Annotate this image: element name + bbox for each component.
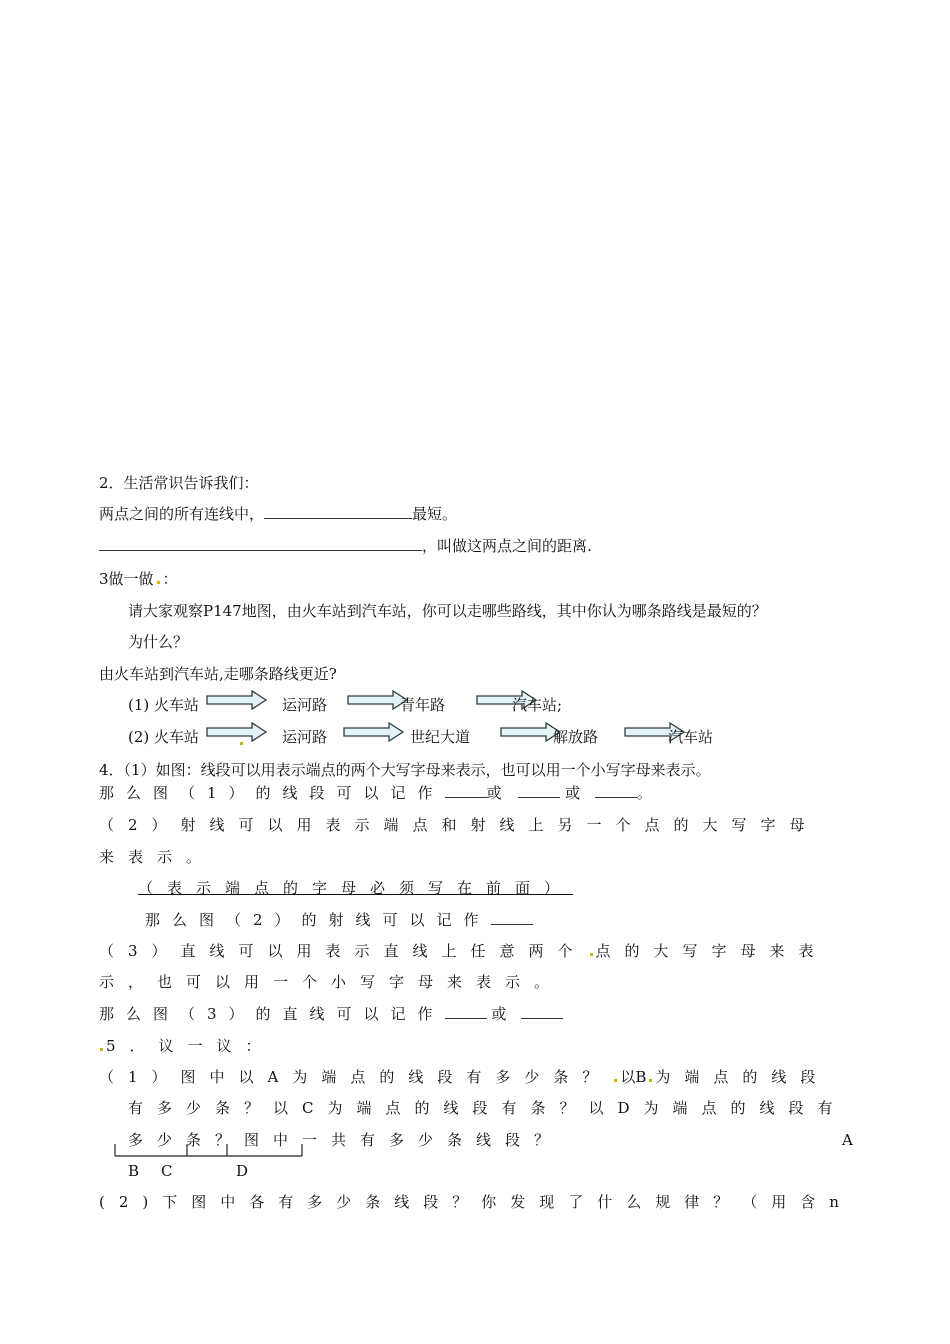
q4-line9 (99, 1004, 563, 1024)
segment-diagram (112, 1140, 312, 1162)
q5-line4-text: (2)下图中各有多少条线段？你发现了什么规律？（用含n (99, 1193, 853, 1211)
q5-line3-text: 多少条？图中一共有多少条线段？ (128, 1131, 564, 1149)
q5-line2 (128, 1098, 847, 1118)
q4-line3 (99, 815, 819, 835)
arrow-right-icon (343, 722, 405, 742)
q3-title (99, 569, 178, 589)
q4-line7 (99, 941, 828, 961)
route2-end: 汽车站 (668, 728, 714, 746)
q4-line4 (99, 847, 215, 867)
q3-title-text: 3做一做 (99, 570, 154, 588)
q4-note-text: （表示端点的字母必须写在前面） (138, 879, 574, 897)
dot-mark (240, 742, 243, 745)
q2-line1-prefix: 两点之间的所有连线中， (99, 505, 265, 523)
q5-line1-part-b: 以B (620, 1068, 647, 1086)
q4-or-3: 或 (491, 1005, 507, 1023)
q4-blank-1[interactable] (445, 783, 487, 798)
q4-or-2: 或 (565, 784, 581, 802)
q4-or-1: 或 (486, 784, 502, 802)
q4-blank-2[interactable] (518, 783, 560, 798)
q2-title: 2．生活常识告诉我们： (99, 474, 259, 492)
q4-line6-prefix: 那么图（2）的射线可以记作 (145, 911, 491, 929)
q4-blank-6[interactable] (521, 1004, 563, 1019)
q5-line2-text: 有多少条？以C为端点的线段有条？以D为端点的线段有 (128, 1099, 847, 1117)
route2-stop3: 解放路 (553, 728, 599, 746)
dot-mark (100, 1048, 103, 1051)
point-label-a: A (842, 1131, 853, 1149)
point-label-b: B (128, 1162, 140, 1180)
q4-line9-prefix: 那么图（3）的直线可以记作 (99, 1005, 445, 1023)
q5-line1 (99, 1067, 829, 1087)
q5-title (97, 1036, 275, 1056)
q3-para2: 为什么？ (128, 633, 189, 651)
route1-stop1: 运河路 (282, 696, 328, 714)
q4-line7-part-b: 点的大写字母来表 (595, 942, 828, 960)
arrow-right-icon (206, 690, 268, 710)
q5-line1-part-a: （1）图中以A为端点的线段有多少条？ (99, 1068, 612, 1086)
q4-line7-part-a: （3）直线可以用表示直线上任意两个 (99, 942, 587, 960)
q3-para1: 请大家观察P147地图，由火车站到汽车站，你可以走哪些路线，其中你认为哪条路线是最短的？ (128, 602, 767, 620)
q4-line8-text: 示，也可以用一个小写字母来表示。 (99, 973, 564, 991)
q4-blank-3[interactable] (595, 783, 637, 798)
route1-start: (1) 火车站 (128, 696, 200, 714)
arrow-right-icon (206, 722, 268, 742)
q4-blank-4[interactable] (491, 910, 533, 925)
point-label-c: C (161, 1162, 173, 1180)
q4-line4-text: 来表示。 (99, 848, 216, 866)
q4-line2 (99, 783, 652, 803)
q5-line4 (99, 1192, 853, 1212)
q4-note (138, 878, 573, 898)
route2-stop2: 世纪大道 (410, 728, 471, 746)
dot-mark (590, 953, 593, 956)
q4-period: 。 (636, 784, 652, 802)
dot-mark (649, 1079, 652, 1082)
q4-line6 (145, 910, 533, 930)
q2-line2-suffix: ，叫做这两点之间的距离. (422, 537, 592, 555)
q2-line2 (99, 536, 592, 556)
route1-stop2: 青年路 (400, 696, 446, 714)
dot-mark (614, 1079, 617, 1082)
q5-line1-part-c: 为端点的线段 (655, 1068, 830, 1086)
point-label-d: D (236, 1162, 249, 1180)
q3-title-colon: ： (162, 570, 178, 588)
q4-blank-5[interactable] (445, 1004, 487, 1019)
q2-line1 (99, 504, 457, 524)
q3-question: 由火车站到汽车站,走哪条路线更近? (99, 665, 337, 683)
route2-start: (2) 火车站 (128, 728, 200, 746)
q4-line2-prefix: 那么图（1）的线段可以记作 (99, 784, 445, 802)
q5-title-text: 5．议一议： (106, 1037, 275, 1055)
route1-end: 汽车站; (512, 696, 563, 714)
q4-line3-text: （2）射线可以用表示端点和射线上另一个点的大写字母 (99, 816, 819, 834)
q2-blank-2[interactable] (99, 536, 422, 551)
q4-line1: 4．（1）如图：线段可以用表示端点的两个大写字母来表示，也可以用一个小写字母来表示。 (99, 761, 711, 779)
dot-mark (157, 581, 160, 584)
q4-line8 (99, 972, 563, 992)
q2-line1-suffix: 最短。 (412, 505, 458, 523)
q2-blank-1[interactable] (264, 504, 412, 519)
route2-stop1: 运河路 (282, 728, 328, 746)
